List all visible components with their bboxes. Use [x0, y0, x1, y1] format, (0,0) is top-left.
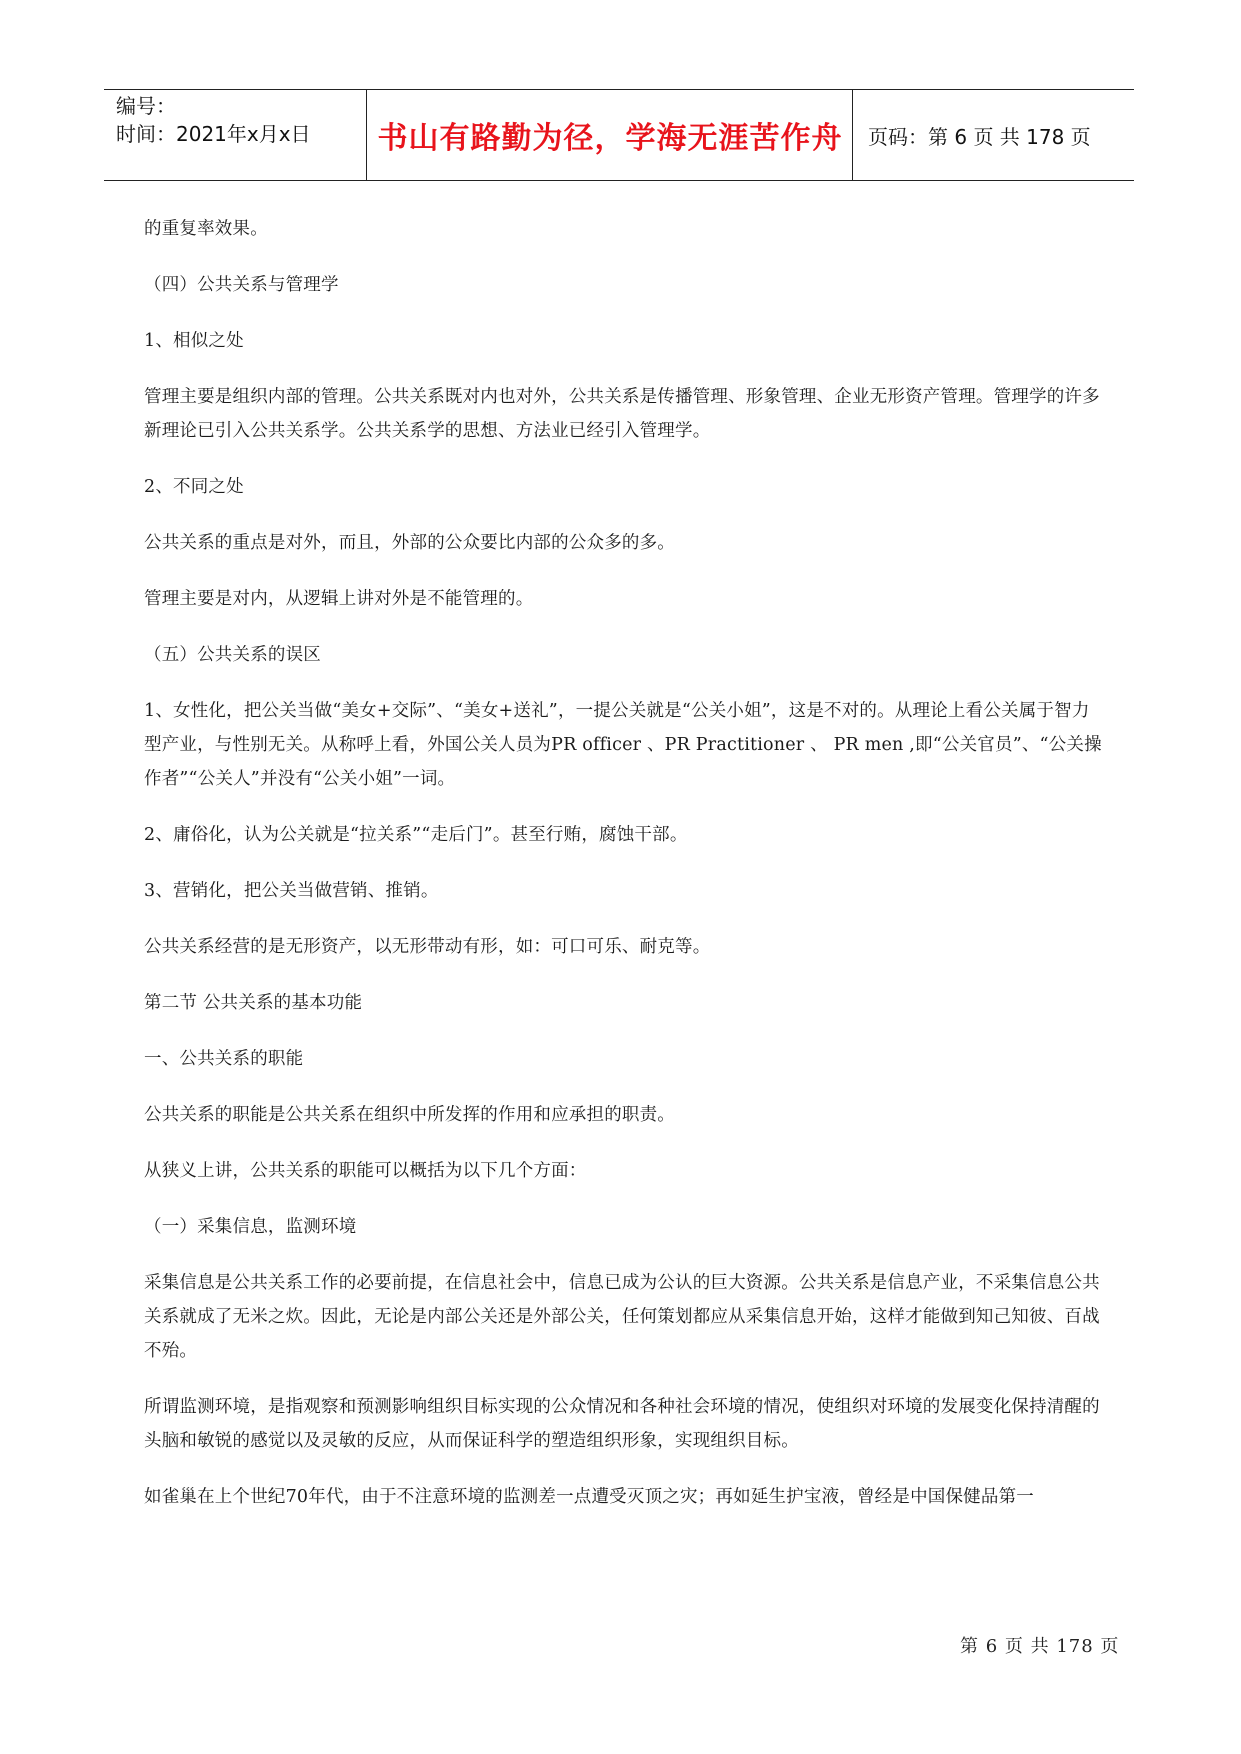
paragraph: 从狭义上讲，公共关系的职能可以概括为以下几个方面：	[144, 1161, 587, 1181]
document-body	[144, 212, 1104, 1514]
paragraph: 1、女性化，把公关当做“美女+交际”、“美女+送礼”，一提公关就是“公关小姐”，这是不对的。从理论上看公关属于智力型产业，与性别无关。从称呼上看，外国公关人员为PR officer 、PR Practitioner 、 PR men ,即“公关官员”、“公关操作者”“公关人”并没有“公关小姐”一词。	[144, 701, 1102, 789]
paragraph: 管理主要是组织内部的管理。公共关系既对内也对外，公共关系是传播管理、形象管理、企业无形资产管理。管理学的许多新理论已引入公共关系学。公共关系学的思想、方法业已经引入管理学。	[144, 387, 1100, 441]
paragraph: 公共关系经营的是无形资产，以无形带动有形，如：可口可乐、耐克等。	[144, 937, 711, 957]
document-number-label: 编号：	[116, 94, 176, 118]
paragraph: 采集信息是公共关系工作的必要前提，在信息社会中，信息已成为公认的巨大资源。公共关系是信息产业，不采集信息公共关系就成了无米之炊。因此，无论是内部公关还是外部公关，任何策划都应从采集信息开始，这样才能做到知己知彼、百战不殆。	[144, 1273, 1100, 1361]
paragraph: 如雀巢在上个世纪70年代，由于不注意环境的监测差一点遭受灭顶之灾；再如延生护宝液，曾经是中国保健品第一	[144, 1487, 1034, 1507]
chapter-section-title: 第二节 公共关系的基本功能	[144, 993, 363, 1013]
paragraph: 的重复率效果。	[144, 219, 268, 239]
header-divider	[852, 90, 853, 180]
page-header	[104, 89, 1134, 181]
section-heading: （一）采集信息，监测环境	[144, 1217, 357, 1237]
header-page-info: 页码：第 6 页 共 178 页	[868, 124, 1091, 149]
paragraph: 管理主要是对内，从逻辑上讲对外是不能管理的。	[144, 589, 534, 609]
section-heading: 一、公共关系的职能	[144, 1049, 304, 1069]
page-footer: 第 6 页 共 178 页	[960, 1636, 1120, 1657]
paragraph: 2、庸俗化，认为公关就是“拉关系”“走后门”。甚至行贿，腐蚀干部。	[144, 825, 688, 845]
paragraph: 公共关系的职能是公共关系在组织中所发挥的作用和应承担的职责。	[144, 1105, 675, 1125]
subheading: 2、不同之处	[144, 477, 244, 497]
paragraph: 公共关系的重点是对外，而且，外部的公众要比内部的公众多的多。	[144, 533, 675, 553]
section-heading: （五）公共关系的误区	[144, 645, 321, 665]
section-heading: （四）公共关系与管理学	[144, 275, 339, 295]
paragraph: 所谓监测环境，是指观察和预测影响组织目标实现的公众情况和各种社会环境的情况，使组织对环境的发展变化保持清醒的头脑和敏锐的感觉以及灵敏的反应，从而保证科学的塑造组织形象，实现组织目标。	[144, 1397, 1100, 1451]
header-motto: 书山有路勤为径，学海无涯苦作舟	[377, 121, 843, 156]
paragraph: 3、营销化，把公关当做营销、推销。	[144, 881, 439, 901]
document-time-label: 时间：2021年x月x日	[116, 122, 311, 146]
header-meta	[116, 92, 366, 148]
header-divider	[366, 90, 367, 180]
subheading: 1、相似之处	[144, 331, 244, 351]
